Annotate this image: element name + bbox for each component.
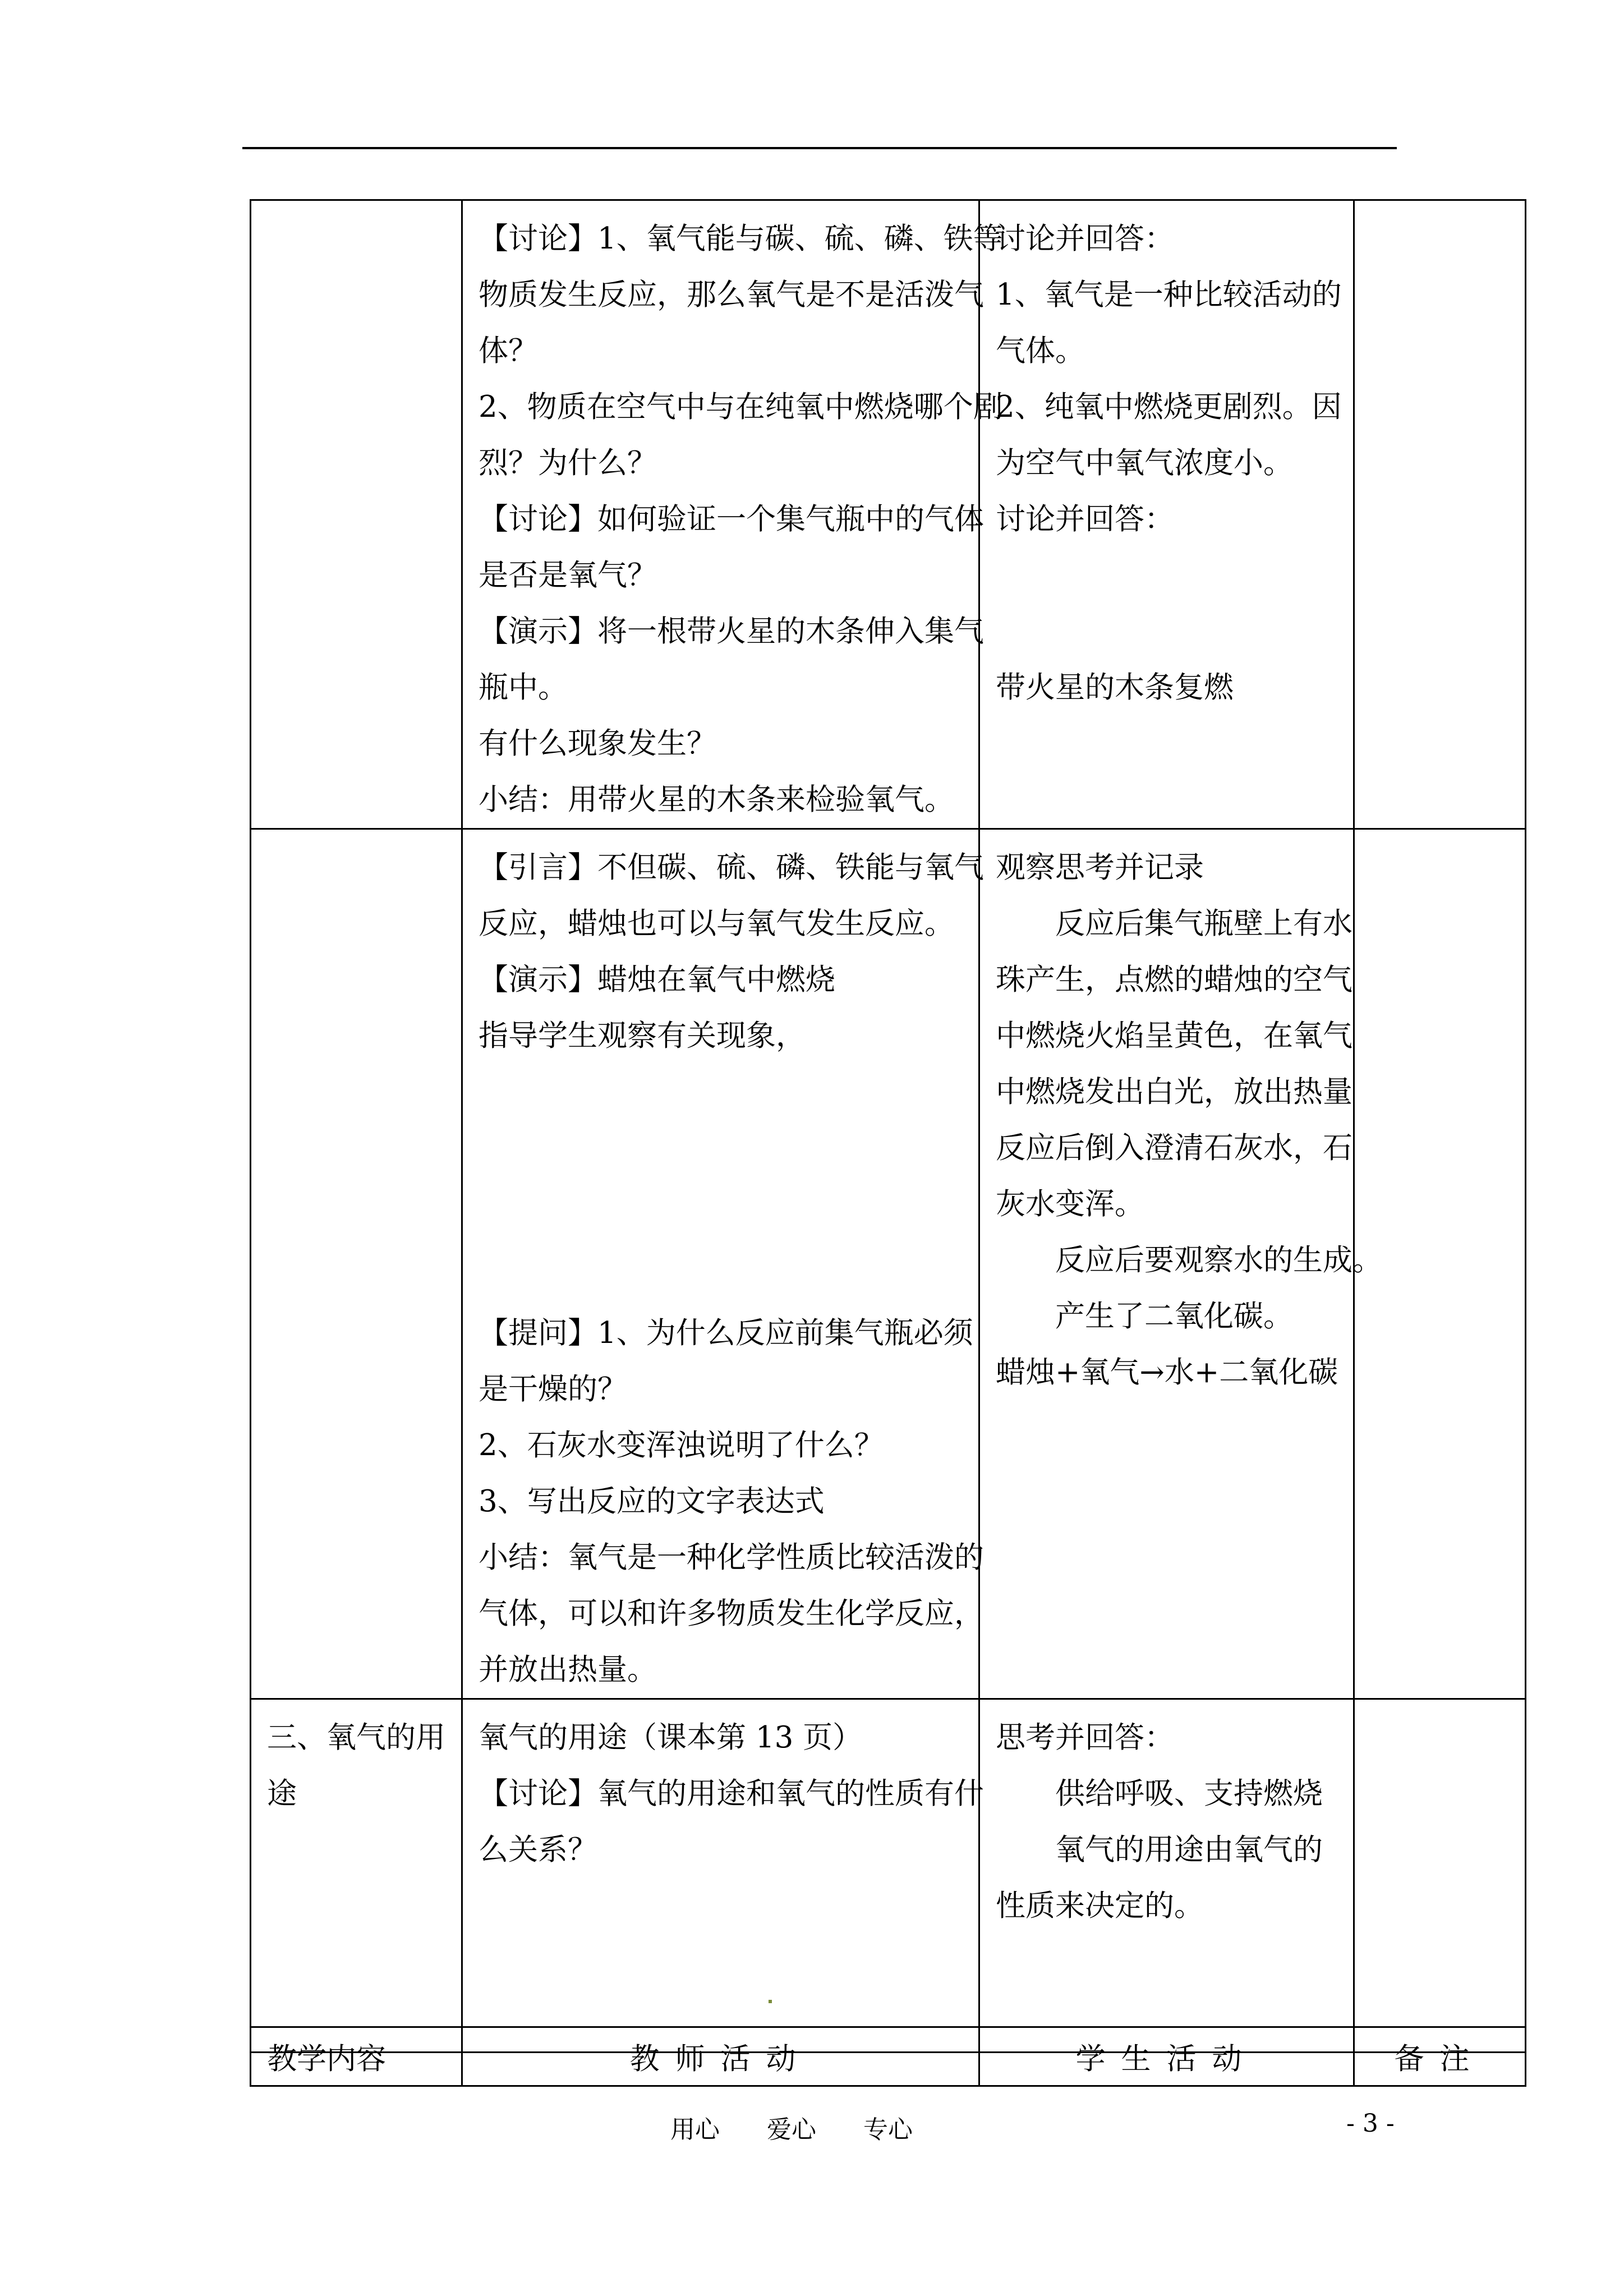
remarks-cell <box>1354 200 1526 829</box>
table-row <box>251 1699 1526 2053</box>
content-cell <box>251 200 462 829</box>
header-rule <box>242 147 1397 149</box>
teacher-activity-cell: 氧气的用途（课本第 13 页） 【讨论】氧气的用途和氧气的性质有什 么关系？ <box>462 1699 979 2053</box>
lesson-table <box>250 199 1526 2053</box>
teacher-activity-cell: 【引言】不但碳、硫、磷、铁能与氧气 反应，蜡烛也可以与氧气发生反应。 【演示】蜡烛在氧气中燃烧 指导学生观察有关现象， 【提问】1、为什么反应前集气瓶必须 是干燥的？ 2、石灰水变浑浊说明了什么？ 3、写出反应的文字表达式 小结：氧气是一种化学性质比较活泼的 气体，可以和许多物质发生化学反应， 并放出热量。 <box>462 829 979 1699</box>
header-teacher-activity: 教师活动 <box>462 2027 979 2086</box>
student-activity-cell: 讨论并回答： 1、氧气是一种比较活动的 气体。 2、纯氧中燃烧更剧烈。因 为空气中氧气浓度小。 讨论并回答： 带火星的木条复燃 <box>979 200 1354 829</box>
content-cell <box>251 829 462 1699</box>
footer-slogan: 用心 爱心 专心 <box>670 2115 913 2144</box>
header-student-activity: 学生活动 <box>979 2027 1354 2086</box>
table-row <box>251 200 1526 829</box>
page-number: - 3 - <box>1346 2109 1395 2138</box>
spacer <box>479 1064 970 1305</box>
student-activity-cell: 思考并回答： 供给呼吸、支持燃烧 氧气的用途由氧气的 性质来决定的。 <box>979 1699 1354 2053</box>
header-row <box>251 2027 1526 2086</box>
spacer <box>996 547 1345 660</box>
table-row <box>251 829 1526 1699</box>
remarks-cell <box>1354 1699 1526 2053</box>
teacher-activity-cell: 【讨论】1、氧气能与碳、硫、磷、铁等 物质发生反应，那么氧气是不是活泼气 体？ 2、物质在空气中与在纯氧中燃烧哪个剧 烈？为什么？ 【讨论】如何验证一个集气瓶中的气体 是否是氧气？ 【演示】将一根带火星的木条伸入集气 瓶中。 有什么现象发生？ 小结：用带火星的木条来检验氧气。 <box>462 200 979 829</box>
header-remarks: 备注 <box>1354 2027 1526 2086</box>
column-header-table <box>250 2026 1526 2087</box>
content-cell: 三、氧气的用 途 <box>251 1699 462 2053</box>
student-activity-cell: 观察思考并记录 反应后集气瓶壁上有水 珠产生，点燃的蜡烛的空气 中燃烧火焰呈黄色，在氧气 中燃烧发出白光，放出热量 反应后倒入澄清石灰水，石 灰水变浑。 反应后要观察水的生成。 产生了二氧化碳。 蜡烛+氧气→水+二氧化碳 <box>979 829 1354 1699</box>
header-teaching-content: 教学内容 <box>251 2027 462 2086</box>
stray-mark <box>769 2000 772 2003</box>
